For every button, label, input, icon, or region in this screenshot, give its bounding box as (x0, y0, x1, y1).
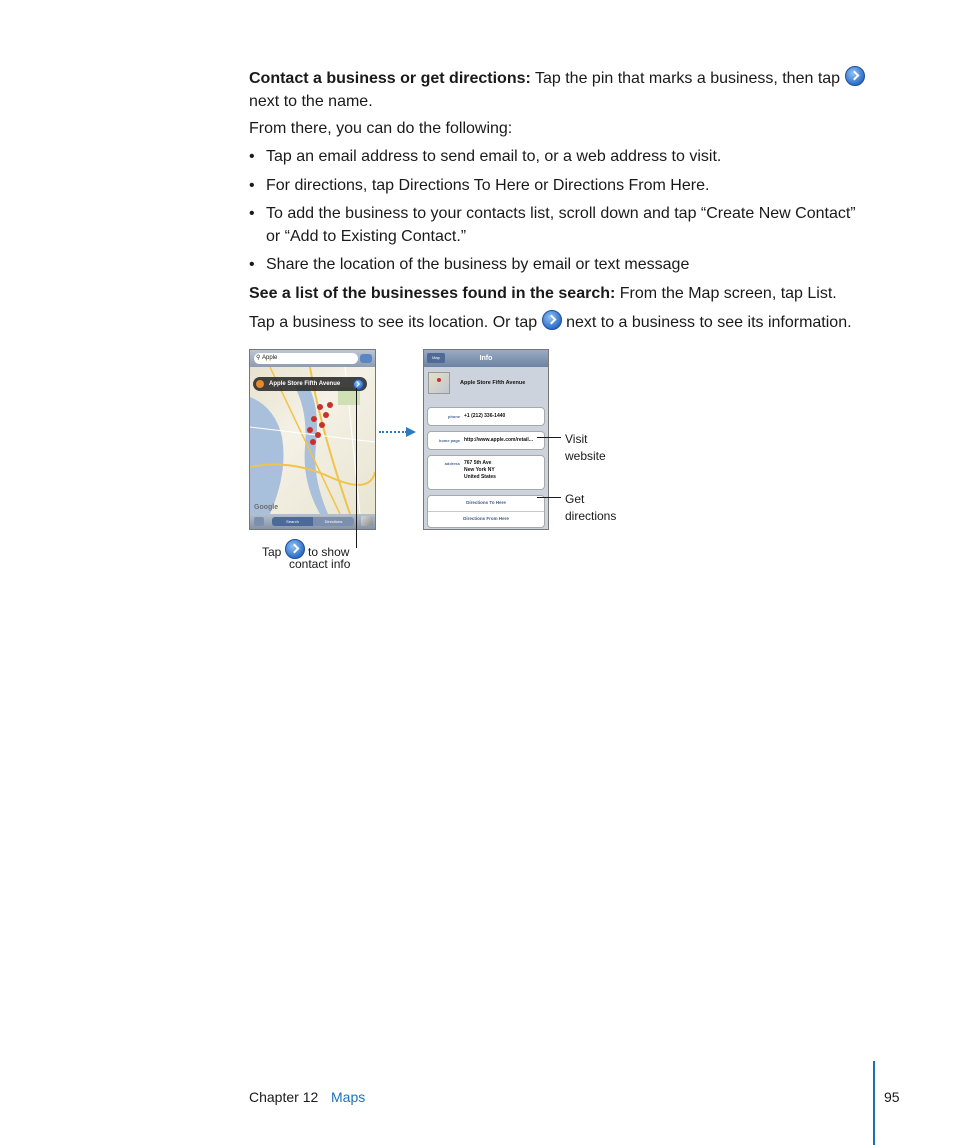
nav-bar (424, 350, 548, 367)
bullet-mark: • (249, 148, 255, 165)
bookmarks-icon (360, 354, 372, 363)
list-item (249, 202, 869, 248)
map-thumbnail (428, 372, 450, 394)
tap-business-paragraph (249, 310, 852, 334)
footer-rule (873, 1061, 875, 1145)
phone-label: phone (448, 414, 460, 419)
back-button: Map (427, 353, 445, 363)
nav-title: Info (479, 355, 493, 362)
search-bar (250, 350, 375, 367)
map-pin-icon (315, 432, 321, 438)
bullet-text: For directions, tap Directions To Here or Directions From Here. (266, 177, 710, 194)
directions-card (427, 495, 545, 528)
address-label: address (444, 461, 460, 466)
locate-icon (254, 517, 264, 526)
google-logo: Google (254, 504, 279, 511)
chapter-label: Chapter 12 (249, 1089, 319, 1105)
seg-search: Search (272, 517, 313, 526)
contact-text-b: next to the name. (249, 93, 373, 110)
map-pin-icon (311, 416, 317, 422)
search-list-paragraph (249, 282, 837, 305)
bullet-mark: • (249, 177, 255, 194)
home-page-card (427, 431, 545, 450)
get-label-line-2: directions (565, 509, 617, 523)
leader-line-directions (537, 497, 561, 498)
page-number: 95 (884, 1089, 900, 1105)
directions-from-here: Directions From Here (463, 516, 509, 521)
visit-website-label (565, 431, 606, 465)
address-line-3: United States (464, 474, 496, 480)
divider (428, 511, 544, 512)
home-page-value: http://www.apple.com/retail... (464, 437, 533, 443)
business-name: Apple Store Fifth Avenue (460, 380, 526, 386)
river-east (295, 385, 328, 514)
arrow-right-icon (406, 427, 416, 437)
bullet-text: Tap an email address to send email to, or a web address to visit. (266, 148, 722, 165)
phone-value: +1 (212) 336-1440 (464, 413, 506, 419)
address-line-2: New York NY (464, 467, 495, 473)
bullet-mark: • (249, 205, 255, 222)
arrow-dotted-line (379, 431, 407, 433)
leader-line-website (537, 437, 561, 438)
phone-card (427, 407, 545, 426)
tap-business-text-a: Tap a business to see its location. Or tap (249, 314, 538, 331)
tap-label: Tap (262, 545, 282, 559)
contact-info-label: contact info (289, 557, 351, 571)
contact-text-a: Tap the pin that marks a business, then tap (534, 70, 841, 87)
search-list-text: From the Map screen, tap List. (619, 285, 837, 302)
search-list-heading: See a list of the businesses found in the search: (249, 285, 616, 302)
visit-label-line-2: website (565, 449, 606, 463)
river-west (250, 397, 284, 514)
map-pin-icon (310, 439, 316, 445)
callout-title: Apple Store Fifth Avenue (269, 381, 341, 387)
get-label-line-1: Get (565, 492, 585, 506)
map-pin-icon (319, 422, 325, 428)
from-there-text: From there, you can do the following: (249, 120, 513, 137)
get-directions-label (565, 491, 616, 525)
bullet-text: Share the location of the business by email or text message (266, 256, 690, 273)
info-screenshot (423, 349, 549, 530)
contact-heading: Contact a business or get directions: (249, 70, 531, 87)
tap-business-text-b: next to a business to see its information. (566, 314, 852, 331)
address-card (427, 455, 545, 490)
segmented-control (272, 517, 354, 526)
to-show-label: to show (308, 545, 350, 559)
leader-line-disclosure (356, 388, 357, 548)
list-item (249, 253, 869, 276)
detail-disclosure-icon (845, 66, 865, 86)
map-pin-icon (327, 402, 333, 408)
search-icon: ⚲ (256, 355, 261, 361)
bullet-mark: • (249, 256, 255, 273)
directions-to-here: Directions To Here (466, 500, 506, 505)
pin-callout (253, 377, 367, 391)
list-item (249, 174, 869, 197)
seg-directions: Directions (313, 517, 354, 526)
map-pin-icon (323, 412, 329, 418)
address-line-1: 767 5th Ave (464, 460, 492, 466)
bullet-text: To add the business to your contacts list, scroll down and tap “Create New Contact” or “Add to Existing Contact.” (266, 205, 856, 245)
map-pin-icon (437, 378, 441, 382)
detail-disclosure-icon (542, 310, 562, 330)
home-page-label: home page (438, 438, 460, 443)
list-item (249, 145, 869, 168)
detail-disclosure-icon (353, 379, 364, 390)
search-field (254, 353, 358, 364)
section-link[interactable]: Maps (331, 1089, 366, 1105)
business-icon (256, 380, 264, 388)
map-pin-icon (317, 404, 323, 410)
page-curl-icon (361, 516, 373, 526)
map-pin-icon (307, 427, 313, 433)
search-field-text: Apple (262, 355, 278, 361)
visit-label-line-1: Visit (565, 432, 588, 446)
contact-paragraph (249, 66, 865, 113)
